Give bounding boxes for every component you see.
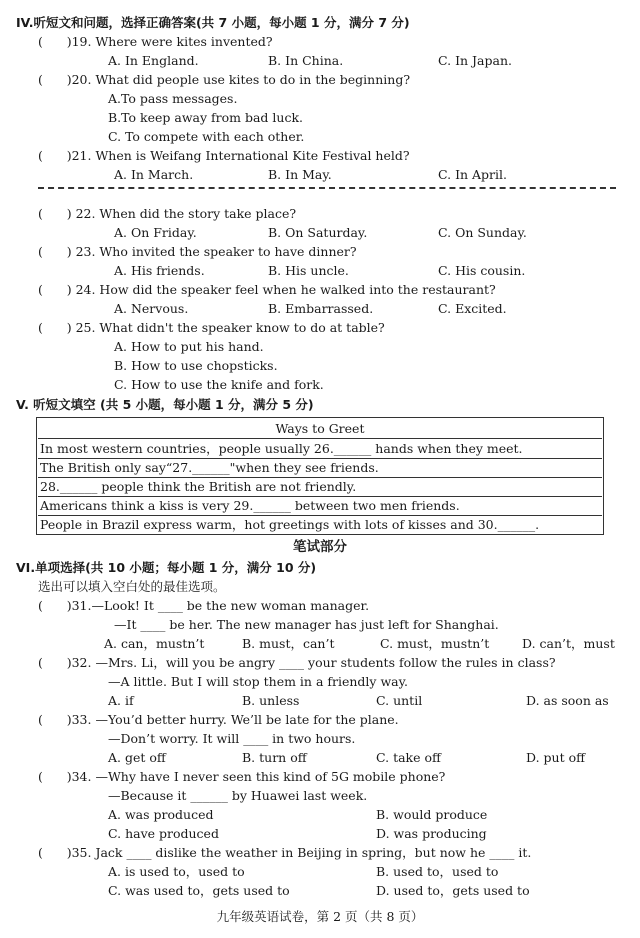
- q23-option-b: B. His uncle.: [268, 263, 349, 278]
- written-part-title: 笔试部分: [293, 539, 347, 555]
- q33-option-c: C. take off: [376, 750, 441, 765]
- q35-option-d: D. used to，gets used to: [376, 883, 530, 898]
- q31-option-b: B. must，can’t: [242, 636, 335, 651]
- q32-option-d: D. as soon as: [526, 693, 609, 708]
- q34-option-b: B. would produce: [376, 807, 488, 822]
- q24-option-a: A. Nervous.: [114, 301, 189, 316]
- box-divider: [38, 496, 602, 497]
- box-line-26: In most western countries，people usually 26.______ hands when they meet.: [40, 441, 523, 456]
- q25-option-c: C. How to use the knife and fork.: [114, 377, 324, 392]
- q20-option-b: B.To keep away from bad luck.: [108, 110, 303, 125]
- q32-option-c: C. until: [376, 693, 423, 708]
- q20-option-a: A.To pass messages.: [108, 91, 238, 106]
- box-line-30: People in Brazil express warm，hot greetings with lots of kisses and 30.______.: [40, 517, 540, 532]
- section-divider: [38, 187, 616, 189]
- q34-stem: ( )34. —Why have I never seen this kind of 5G mobile phone?: [38, 769, 446, 784]
- q21-option-b: B. In May.: [268, 167, 332, 182]
- q20-option-c: C. To compete with each other.: [108, 129, 305, 144]
- q31-option-d: D. can’t，must: [522, 636, 615, 651]
- q32-option-a: A. if: [108, 693, 134, 708]
- section-vi-title: VI.单项选择(共 10 小题；每小题 1 分，满分 10 分): [16, 560, 317, 575]
- q24-stem: ( ) 24. How did the speaker feel when he walked into the restaurant?: [38, 282, 496, 297]
- q31-stem: ( )31.—Look! It ____ be the new woman manager.: [38, 598, 370, 613]
- q25-option-b: B. How to use chopsticks.: [114, 358, 278, 373]
- q19-option-b: B. In China.: [268, 53, 344, 68]
- q35-option-c: C. was used to，gets used to: [108, 883, 290, 898]
- q23-option-a: A. His friends.: [114, 263, 205, 278]
- box-divider: [38, 438, 602, 439]
- q19-option-c: C. In Japan.: [438, 53, 512, 68]
- q31-line2: —It ____ be her. The new manager has just left for Shanghai.: [114, 617, 499, 632]
- q33-option-a: A. get off: [108, 750, 166, 765]
- q35-stem: ( )35. Jack ____ dislike the weather in Beijing in spring，but now he ____ it.: [38, 845, 532, 860]
- section-v-title: V. 听短文填空 (共 5 小题，每小题 1 分，满分 5 分): [16, 397, 314, 412]
- q34-option-c: C. have produced: [108, 826, 219, 841]
- q35-option-b: B. used to，used to: [376, 864, 499, 879]
- section-iv-title: IV.听短文和问题，选择正确答案(共 7 小题，每小题 1 分，满分 7 分): [16, 15, 410, 30]
- q31-option-c: C. must，mustn’t: [380, 636, 490, 651]
- q21-stem: ( )21. When is Weifang International Kite Festival held?: [38, 148, 410, 163]
- q22-option-b: B. On Saturday.: [268, 225, 368, 240]
- q21-option-a: A. In March.: [114, 167, 194, 182]
- q33-option-d: D. put off: [526, 750, 585, 765]
- ways-to-greet-box: [36, 417, 604, 535]
- q34-option-d: D. was producing: [376, 826, 487, 841]
- q33-option-b: B. turn off: [242, 750, 307, 765]
- box-divider: [38, 515, 602, 516]
- box-line-29: Americans think a kiss is very 29.______ between two men friends.: [40, 498, 460, 513]
- q34-line2: —Because it ______ by Huawei last week.: [108, 788, 368, 803]
- q32-option-b: B. unless: [242, 693, 300, 708]
- q22-option-c: C. On Sunday.: [438, 225, 527, 240]
- q20-stem: ( )20. What did people use kites to do in the beginning?: [38, 72, 411, 87]
- box-title: Ways to Greet: [275, 421, 365, 436]
- q31-option-a: A. can，mustn’t: [104, 636, 205, 651]
- q34-option-a: A. was produced: [108, 807, 214, 822]
- box-line-27: The British only say“27.______"when they see friends.: [40, 460, 379, 475]
- q35-option-a: A. is used to，used to: [108, 864, 245, 879]
- q23-option-c: C. His cousin.: [438, 263, 526, 278]
- q32-line2: —A little. But I will stop them in a friendly way.: [108, 674, 408, 689]
- box-divider: [38, 477, 602, 478]
- q32-stem: ( )32. —Mrs. Li，will you be angry ____ your students follow the rules in class?: [38, 655, 556, 670]
- q25-option-a: A. How to put his hand.: [114, 339, 264, 354]
- q24-option-b: B. Embarrassed.: [268, 301, 374, 316]
- q22-stem: ( ) 22. When did the story take place?: [38, 206, 297, 221]
- box-line-28: 28.______ people think the British are not friendly.: [40, 479, 357, 494]
- q19-stem: ( )19. Where were kites invented?: [38, 34, 273, 49]
- q33-stem: ( )33. —You’d better hurry. We’ll be late for the plane.: [38, 712, 399, 727]
- q25-stem: ( ) 25. What didn't the speaker know to do at table?: [38, 320, 385, 335]
- q22-option-a: A. On Friday.: [114, 225, 197, 240]
- page-footer: 九年级英语试卷，第 2 页（共 8 页）: [216, 909, 424, 924]
- q23-stem: ( ) 23. Who invited the speaker to have dinner?: [38, 244, 357, 259]
- q24-option-c: C. Excited.: [438, 301, 507, 316]
- q33-line2: —Don’t worry. It will ____ in two hours.: [108, 731, 356, 746]
- q19-option-a: A. In England.: [108, 53, 199, 68]
- box-divider: [38, 458, 602, 459]
- section-vi-instruction: 选出可以填入空白处的最佳选项。: [38, 579, 226, 594]
- q21-option-c: C. In April.: [438, 167, 508, 182]
